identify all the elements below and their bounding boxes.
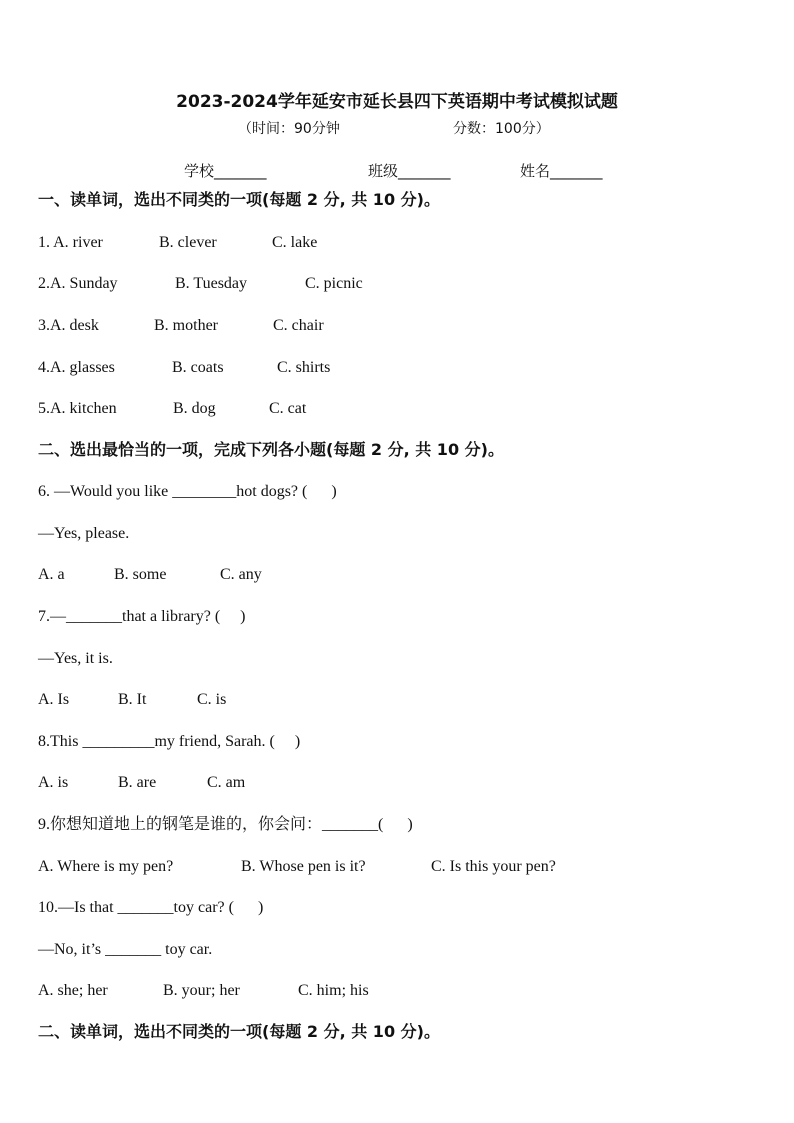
question-7-stem: 7.—_______that a library? ( ) <box>38 608 246 625</box>
question-6-option-c: C. any <box>220 566 262 583</box>
question-4-option-c: C. shirts <box>277 359 331 376</box>
question-8-stem: 8.This _________my friend, Sarah. ( ) <box>38 733 301 750</box>
question-9-option-c: C. Is this your pen? <box>431 858 556 875</box>
question-7-option-a: A. Is <box>38 691 70 708</box>
question-7-option-c: C. is <box>197 691 227 708</box>
question-10-option-a: A. she; her <box>38 982 108 999</box>
section-heading-1: 一、读单词，选出不同类的一项(每题 2 分, 共 10 分)。 <box>38 190 440 209</box>
question-8-option-a: A. is <box>38 774 69 791</box>
question-4-option-a: 4.A. glasses <box>38 359 115 376</box>
question-5-option-a: 5.A. kitchen <box>38 400 117 417</box>
question-10-option-c: C. him; his <box>298 982 369 999</box>
question-6-option-a: A. a <box>38 566 65 583</box>
question-2-option-c: C. picnic <box>305 275 363 292</box>
score-info: 分数：100分） <box>453 121 550 137</box>
question-9-option-a: A. Where is my pen? <box>38 858 174 875</box>
question-2-option-b: B. Tuesday <box>175 275 248 292</box>
page-title: 2023-2024学年延安市延长县四下英语期中考试模拟试题 <box>176 92 618 112</box>
question-2-option-a: 2.A. Sunday <box>38 275 118 292</box>
question-9-option-b: B. Whose pen is it? <box>241 858 366 875</box>
section-heading-2: 二、选出最恰当的一项，完成下列各小题(每题 2 分, 共 10 分)。 <box>38 440 504 459</box>
question-1-option-a: 1. A. river <box>38 234 103 251</box>
question-3-option-a: 3.A. desk <box>38 317 99 334</box>
section-heading-3: 二、读单词，选出不同类的一项(每题 2 分, 共 10 分)。 <box>38 1022 440 1041</box>
question-3-option-c: C. chair <box>273 317 324 334</box>
school-field: 学校_______ <box>184 162 267 180</box>
question-8-option-b: B. are <box>118 774 157 791</box>
question-7-reply: —Yes, it is. <box>38 650 113 667</box>
question-4-option-b: B. coats <box>172 359 224 376</box>
question-10-option-b: B. your; her <box>163 982 240 999</box>
question-8-option-c: C. am <box>207 774 246 791</box>
question-6-stem: 6. —Would you like ________hot dogs? ( ) <box>38 483 337 500</box>
question-7-option-b: B. It <box>118 691 147 708</box>
name-field: 姓名_______ <box>520 162 603 180</box>
time-info: （时间：90分钟 <box>238 121 340 137</box>
question-1-option-c: C. lake <box>272 234 318 251</box>
question-3-option-b: B. mother <box>154 317 218 334</box>
question-6-option-b: B. some <box>114 566 167 583</box>
question-10-reply: —No, it’s _______ toy car. <box>38 941 213 958</box>
class-field: 班级_______ <box>368 162 451 180</box>
question-10-stem: 10.—Is that _______toy car? ( ) <box>38 899 264 916</box>
question-6-reply: —Yes, please. <box>38 525 130 542</box>
question-9-stem: 9.你想知道地上的钢笔是谁的，你会问：_______( ) <box>38 816 413 833</box>
question-5-option-b: B. dog <box>173 400 216 417</box>
question-5-option-c: C. cat <box>269 400 307 417</box>
question-1-option-b: B. clever <box>159 234 217 251</box>
